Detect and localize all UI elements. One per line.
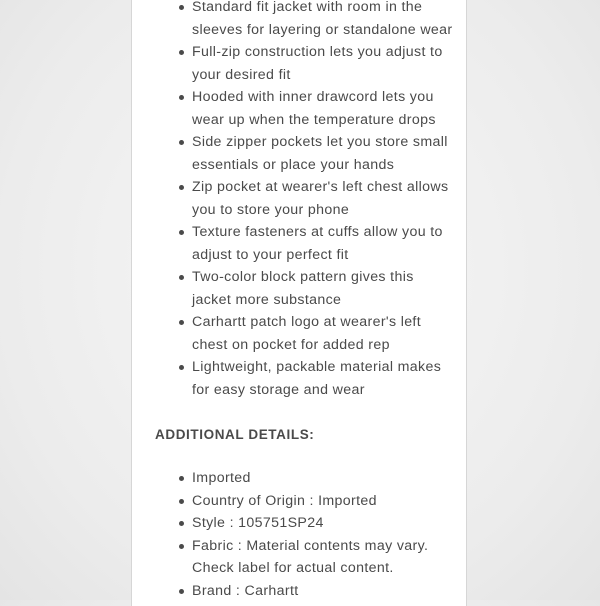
feature-item: Texture fasteners at cuffs allow you to adjust to your perfect fit: [192, 221, 454, 266]
feature-item: Zip pocket at wearer's left chest allows you to store your phone: [192, 176, 454, 221]
additional-details-heading: ADDITIONAL DETAILS:: [155, 427, 315, 442]
feature-item: Side zipper pockets let you store small essentials or place your hands: [192, 131, 454, 176]
detail-item-style: Style : 105751SP24: [192, 512, 454, 535]
detail-item-fabric: Fabric : Material contents may vary. Check label for actual content.: [192, 535, 454, 580]
feature-item: Standard fit jacket with room in the sleeves for layering or standalone wear: [192, 0, 454, 41]
feature-item: Hooded with inner drawcord lets you wear up when the temperature drops: [192, 86, 454, 131]
feature-list: [192, 0, 454, 401]
additional-details-list: [192, 467, 454, 602]
feature-item: Lightweight, packable material makes for easy storage and wear: [192, 356, 454, 401]
feature-item: Full-zip construction lets you adjust to your desired fit: [192, 41, 454, 86]
feature-item: Carhartt patch logo at wearer's left chest on pocket for added rep: [192, 311, 454, 356]
detail-item-country-of-origin: Country of Origin : Imported: [192, 490, 454, 513]
product-description-panel: [131, 0, 467, 606]
detail-item-imported: Imported: [192, 467, 454, 490]
feature-item: Two-color block pattern gives this jacket more substance: [192, 266, 454, 311]
detail-item-brand: Brand : Carhartt: [192, 580, 454, 603]
